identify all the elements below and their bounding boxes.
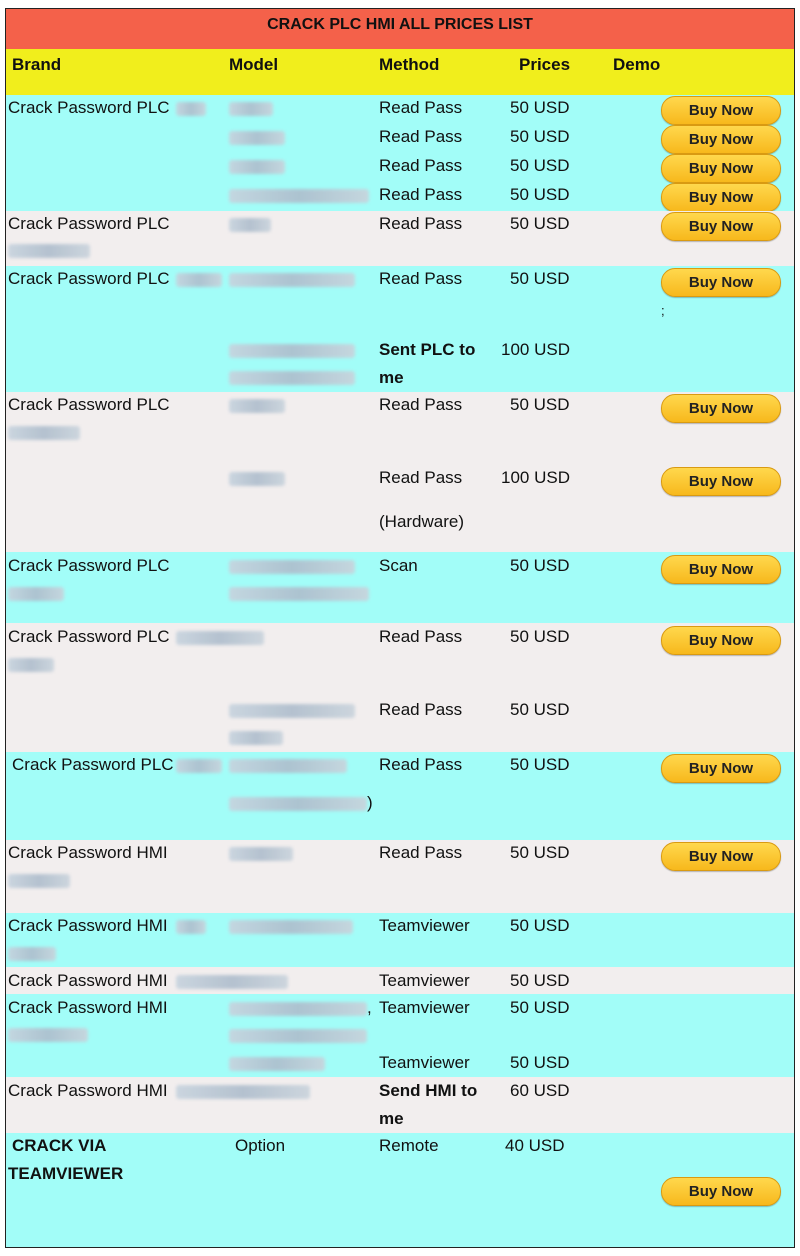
brand-cell: Crack Password PLC — [8, 214, 170, 233]
brand-cell: Crack Password PLC — [12, 755, 174, 774]
method-cell: Scan — [379, 556, 418, 575]
buy-now-button[interactable]: Buy Now — [661, 154, 781, 183]
method-cell: me — [379, 1109, 404, 1128]
method-cell: Read Pass — [379, 755, 463, 774]
price-cell: 40 USD — [505, 1136, 565, 1155]
header-demo: Demo — [613, 55, 661, 74]
brand-cell: Crack Password PLC — [8, 98, 170, 117]
redacted-model — [229, 472, 285, 486]
redacted-brand — [8, 1028, 88, 1042]
redacted-brand — [8, 947, 56, 961]
brand-cell: Crack Password PLC — [8, 395, 170, 414]
redacted-brand — [176, 102, 206, 116]
redacted-brand — [8, 244, 90, 258]
price-cell: 50 USD — [510, 916, 570, 935]
redacted-brand — [176, 273, 222, 287]
header-model: Model — [229, 55, 279, 74]
redacted-model — [229, 759, 347, 773]
method-cell: me — [379, 368, 404, 387]
buy-now-button[interactable]: Buy Now — [661, 467, 781, 496]
redacted-model — [229, 560, 355, 574]
model-cell: Option — [235, 1136, 286, 1155]
price-cell: 50 USD — [510, 1053, 570, 1072]
method-cell: Teamviewer — [379, 1053, 470, 1072]
method-cell: Read Pass — [379, 468, 463, 487]
method-cell: Read Pass — [379, 214, 463, 233]
redacted-model — [229, 1029, 367, 1043]
redacted-model — [229, 102, 273, 116]
price-cell: 50 USD — [510, 269, 570, 288]
method-cell: Remote — [379, 1136, 439, 1155]
price-cell: 50 USD — [510, 214, 570, 233]
redacted-brand — [8, 658, 54, 672]
redacted-model — [229, 920, 353, 934]
brand-cell: Crack Password PLC — [8, 627, 170, 646]
redacted-model — [229, 731, 283, 745]
price-cell: 50 USD — [510, 98, 570, 117]
page-title: CRACK PLC HMI ALL PRICES LIST — [6, 9, 794, 50]
redacted-model — [229, 1002, 367, 1016]
method-cell: Teamviewer — [379, 971, 470, 990]
brand-cell: Crack Password HMI — [8, 971, 168, 990]
buy-now-button[interactable]: Buy Now — [661, 96, 781, 125]
redacted-model — [229, 704, 355, 718]
redacted-model — [229, 160, 285, 174]
price-cell: 50 USD — [510, 185, 570, 204]
price-cell: 60 USD — [510, 1081, 570, 1100]
redacted-model — [229, 797, 367, 811]
header-brand: Brand — [12, 55, 62, 74]
stray-semicolon: ; — [661, 303, 665, 318]
method-cell: Send HMI to — [379, 1081, 478, 1100]
method-cell: Read Pass — [379, 269, 463, 288]
method-cell: Read Pass — [379, 843, 463, 862]
method-cell: Read Pass — [379, 700, 463, 719]
method-cell: Read Pass — [379, 127, 463, 146]
price-cell: 50 USD — [510, 395, 570, 414]
brand-cell: TEAMVIEWER — [8, 1164, 124, 1183]
method-cell: Read Pass — [379, 185, 463, 204]
price-list-table — [5, 8, 795, 1248]
buy-now-button[interactable]: Buy Now — [661, 754, 781, 783]
price-cell: 100 USD — [501, 468, 570, 487]
redacted-model — [229, 371, 355, 385]
brand-cell: Crack Password HMI — [8, 998, 168, 1017]
redacted-model — [229, 189, 369, 203]
method-cell: Read Pass — [379, 395, 463, 414]
buy-now-button[interactable]: Buy Now — [661, 1177, 781, 1206]
redacted-model — [229, 218, 271, 232]
buy-now-button[interactable]: Buy Now — [661, 212, 781, 241]
brand-cell: Crack Password HMI — [8, 1081, 168, 1100]
brand-cell: Crack Password HMI — [8, 916, 168, 935]
redacted-brand — [8, 426, 80, 440]
method-cell: Teamviewer — [379, 916, 470, 935]
method-cell: (Hardware) — [379, 512, 465, 531]
price-cell: 50 USD — [510, 755, 570, 774]
price-cell: 50 USD — [510, 627, 570, 646]
price-cell: 50 USD — [510, 971, 570, 990]
redacted-brand — [176, 975, 288, 989]
price-cell: 100 USD — [501, 340, 570, 359]
redacted-model — [229, 399, 285, 413]
redacted-brand — [176, 1085, 310, 1099]
buy-now-button[interactable]: Buy Now — [661, 626, 781, 655]
redacted-model — [229, 273, 355, 287]
table-header — [6, 49, 794, 95]
redacted-model — [229, 131, 285, 145]
buy-now-button[interactable]: Buy Now — [661, 125, 781, 154]
method-cell: Read Pass — [379, 156, 463, 175]
comma-text: , — [367, 998, 372, 1017]
buy-now-button[interactable]: Buy Now — [661, 394, 781, 423]
method-cell: Read Pass — [379, 98, 463, 117]
header-method: Method — [379, 55, 440, 74]
redacted-brand — [176, 759, 222, 773]
method-cell: Teamviewer — [379, 998, 470, 1017]
price-cell: 50 USD — [510, 127, 570, 146]
method-cell: Sent PLC to — [379, 340, 476, 359]
buy-now-button[interactable]: Buy Now — [661, 555, 781, 584]
method-cell: Read Pass — [379, 627, 463, 646]
brand-cell: Crack Password HMI — [8, 843, 168, 862]
redacted-brand — [8, 587, 64, 601]
price-cell: 50 USD — [510, 700, 570, 719]
price-cell: 50 USD — [510, 556, 570, 575]
brand-cell: Crack Password PLC — [8, 269, 170, 288]
buy-now-button[interactable]: Buy Now — [661, 842, 781, 871]
price-cell: 50 USD — [510, 843, 570, 862]
redacted-model — [229, 344, 355, 358]
redacted-brand — [8, 874, 70, 888]
brand-cell: CRACK VIA — [12, 1136, 107, 1155]
redacted-model — [229, 587, 369, 601]
redacted-model — [229, 1057, 325, 1071]
brand-cell: Crack Password PLC — [8, 556, 170, 575]
redacted-model — [229, 847, 293, 861]
paren-text: ) — [367, 793, 373, 812]
header-prices: Prices — [519, 55, 571, 74]
price-cell: 50 USD — [510, 156, 570, 175]
buy-now-button[interactable]: Buy Now — [661, 268, 781, 297]
price-cell: 50 USD — [510, 998, 570, 1017]
redacted-brand — [176, 920, 206, 934]
buy-now-button[interactable]: Buy Now — [661, 183, 781, 212]
redacted-brand — [176, 631, 264, 645]
